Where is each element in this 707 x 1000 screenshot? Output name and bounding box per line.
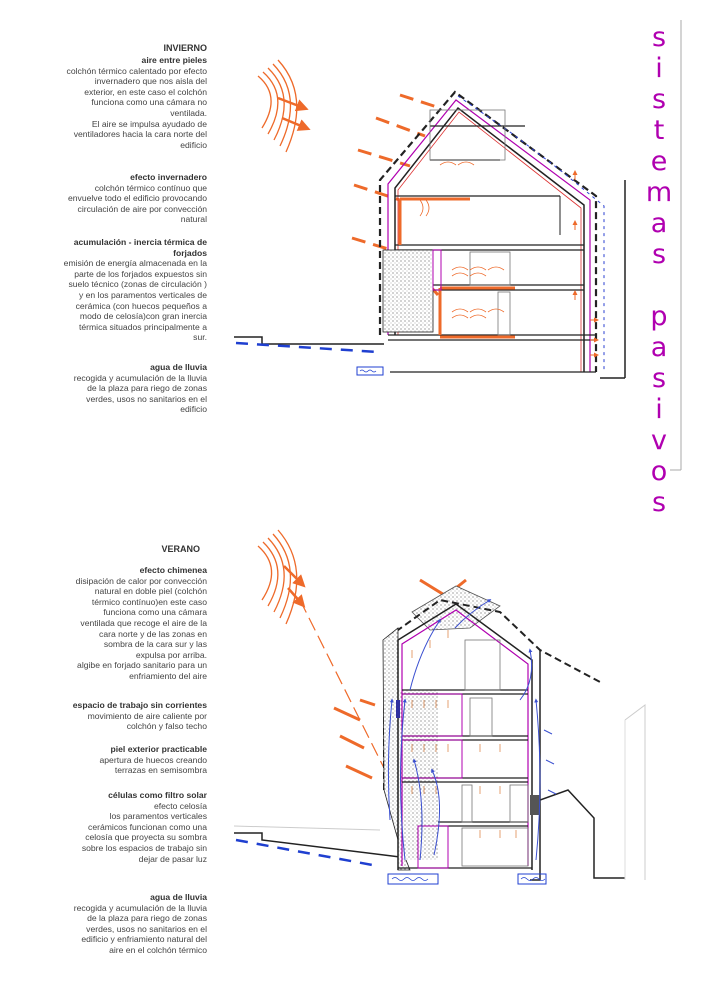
title-letter: a bbox=[650, 332, 668, 363]
title-letter: s bbox=[651, 22, 667, 53]
title-letter: m bbox=[645, 177, 673, 208]
sun-icon bbox=[258, 60, 297, 152]
title-letter: i bbox=[655, 53, 663, 84]
winter-title: INVIERNO bbox=[163, 43, 207, 53]
ground-line-right bbox=[530, 790, 625, 880]
title-letter: o bbox=[650, 456, 668, 487]
block-heading: células como filtro solar bbox=[108, 790, 207, 800]
block-heading: agua de lluvia bbox=[150, 892, 207, 902]
title-letter: e bbox=[650, 146, 668, 177]
block-heading: acumulación - inercia térmica de forjados bbox=[73, 237, 207, 258]
block-body: emisión de energía almacenada en la parte de los forjados expuestos sin suelo técnico (zonas de circulación ) y en los paramentos verticales de cerámica (con huecos pequeños a modo de celosía)con gran inercia térmica situados principalmente a sur. bbox=[63, 258, 207, 343]
block-body: recogida y acumulación de la lluvia de la plaza para riego de zonas verdes, usos no sanitarios en el edificio y enfriamiento natural del aire en el colchón térmico bbox=[73, 902, 207, 955]
ceramic-wall bbox=[383, 250, 433, 332]
rain-water-line bbox=[236, 840, 378, 866]
winter-section bbox=[234, 60, 625, 378]
heat-arrows bbox=[284, 566, 302, 604]
block-heading: efecto invernadero bbox=[130, 172, 207, 182]
title-letter: p bbox=[650, 301, 668, 332]
title-letter: i bbox=[655, 394, 663, 425]
title-letter: s bbox=[651, 363, 667, 394]
title-letter: t bbox=[653, 115, 665, 146]
title-letter: s bbox=[651, 487, 667, 518]
block-body: efecto celosía los paramentos verticales cerámicos funcionan como una celosía que proyecta su sombra sobre los espacios de trabajo sin dejar de pasar luz bbox=[81, 800, 207, 864]
ground-line bbox=[234, 337, 384, 344]
summer-title: VERANO bbox=[161, 544, 200, 554]
title-letter: v bbox=[651, 425, 667, 456]
summer-section bbox=[234, 530, 645, 884]
sun-icon bbox=[258, 530, 297, 624]
block-body: colchón térmico calentado por efecto invernadero que nos aisla del exterior, en este caso el colchón funciona como una cámara no ventilada. El aire se impulsa ayudado de ventiladores hacia la cara norte del edificio bbox=[66, 65, 207, 150]
block-body: disipación de calor por convección natural en doble piel (colchón térmico contínuo)en este caso funciona como una cámara ventilada que recoge el aire de la cara norte y de las zonas en sombra de la cara sur y las expulsa por arriba. algibe en forjado sanitario para un enfriamiento del aire bbox=[75, 575, 207, 681]
title-letter: s bbox=[651, 239, 667, 270]
block-body: movimiento de aire caliente por colchón y falso techo bbox=[87, 710, 207, 732]
block-heading: espacio de trabajo sin corrientes bbox=[72, 700, 207, 710]
block-body: apertura de huecos creando terrazas en semisombra bbox=[99, 754, 207, 776]
cistern bbox=[357, 367, 383, 375]
block-heading: aire entre pieles bbox=[141, 55, 207, 65]
block-heading: piel exterior practicable bbox=[110, 744, 207, 754]
cistern bbox=[518, 874, 546, 884]
block-heading: efecto chimenea bbox=[139, 565, 207, 575]
title-letter: s bbox=[651, 84, 667, 115]
title-letter: a bbox=[650, 208, 668, 239]
block-heading: agua de lluvia bbox=[150, 362, 207, 372]
heat-arrows bbox=[278, 98, 306, 128]
block-body: colchón térmico contínuo que envuelve todo el edificio provocando circulación de aire por convección natural bbox=[67, 182, 207, 225]
block-body: recogida y acumulación de la lluvia de la plaza para riego de zonas verdes, usos no sanitarios en el edificio bbox=[73, 372, 207, 415]
cistern bbox=[388, 874, 438, 884]
